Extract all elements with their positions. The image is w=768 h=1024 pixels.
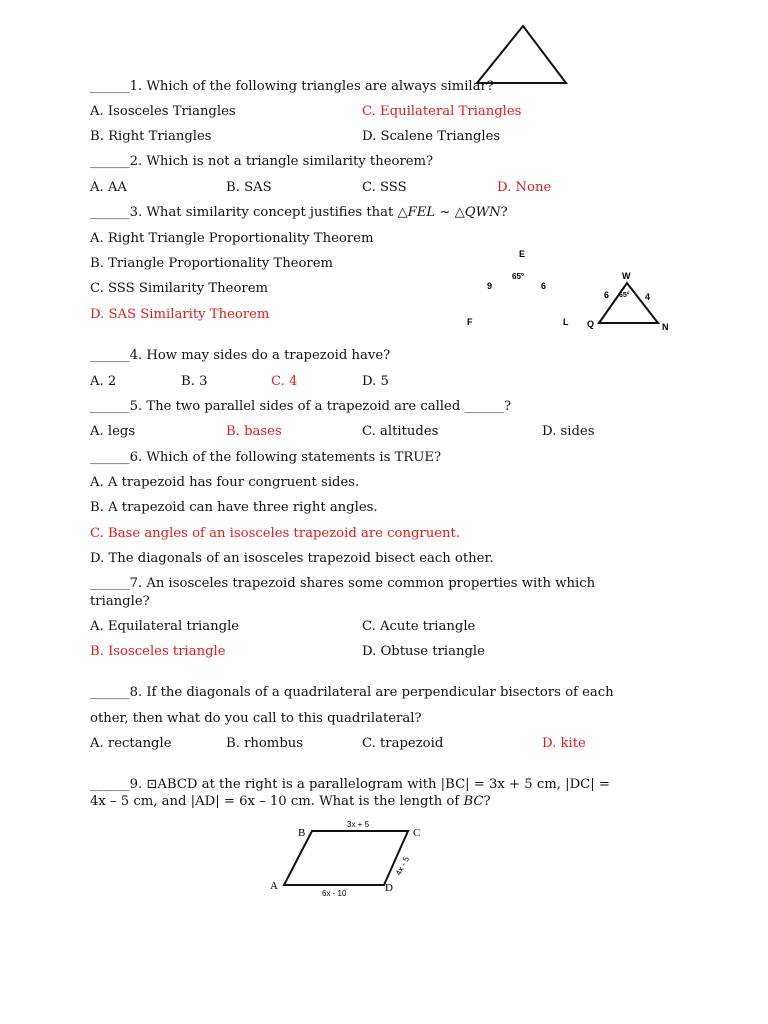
q3-stem-math: △FEL ~ △QWN (397, 205, 501, 220)
question-9-stem: ______9. ⊡ABCD at the right is a parallelogram with |BC| = 3x + 5 cm, |DC| = (90, 777, 610, 792)
q9-stem-suffix: ? (483, 794, 491, 809)
parallelogram-abcd (284, 831, 408, 885)
q9-stem-math: BC (463, 794, 484, 809)
q1-option-c-answer: C. Equilateral Triangles (362, 104, 522, 119)
vertex-b-label: B (298, 827, 306, 839)
q4-option-d: D. 5 (362, 374, 389, 389)
vertex-a-label: A (270, 880, 278, 892)
question-8-stem: ______8. If the diagonals of a quadrilateral are perpendicular bisectors of each (90, 685, 614, 700)
q7-option-b-answer: B. Isosceles triangle (90, 644, 226, 659)
vertex-l-label: L (563, 317, 569, 327)
question-7-stem: ______7. An isosceles trapezoid shares some common properties with which (90, 576, 596, 591)
q3-option-d-answer: D. SAS Similarity Theorem (90, 307, 270, 322)
q2-option-b: B. SAS (226, 180, 272, 195)
q1-option-d: D. Scalene Triangles (362, 129, 501, 144)
triangle-qwn (587, 271, 669, 332)
side-qw-length: 6 (604, 290, 610, 300)
question-7-stem-cont: triangle? (90, 594, 150, 609)
angle-w-measure: 65° (619, 292, 630, 299)
q3-stem-suffix: ? (500, 205, 508, 220)
q4-option-c-answer: C. 4 (271, 374, 298, 389)
vertex-d-label: D (385, 882, 393, 894)
q5-option-a: A. legs (90, 424, 136, 439)
vertex-f-label: F (467, 317, 473, 327)
question-3-stem (90, 205, 508, 221)
q7-option-c: C. Acute triangle (362, 619, 476, 634)
q7-option-d: D. Obtuse triangle (362, 644, 485, 659)
q5-option-c: C. altitudes (362, 424, 439, 439)
q3-option-b: B. Triangle Proportionality Theorem (90, 256, 334, 271)
q5-option-b-answer: B. bases (226, 424, 282, 439)
q6-option-c-answer: C. Base angles of an isosceles trapezoid are congruent. (90, 526, 460, 541)
question-4-stem: ______4. How may sides do a trapezoid have? (90, 348, 391, 363)
side-dc-expression: 4x - 5 (393, 855, 412, 877)
question-1-stem: ______1. Which of the following triangles are always similar? (90, 79, 494, 94)
side-el-length: 6 (541, 281, 547, 291)
q4-option-a: A. 2 (90, 374, 117, 389)
question-8-stem-cont: other, then what do you call to this quadrilateral? (90, 711, 422, 726)
q6-option-a: A. A trapezoid has four congruent sides. (90, 475, 360, 490)
vertex-q-label: Q (587, 319, 595, 329)
question-2-stem: ______2. Which is not a triangle similarity theorem? (90, 154, 434, 169)
q6-option-d: D. The diagonals of an isosceles trapezoid bisect each other. (90, 551, 494, 566)
q5-option-d: D. sides (542, 424, 595, 439)
vertex-w-label: W (622, 271, 631, 281)
q3-stem-text: ______3. What similarity concept justifies that (90, 205, 398, 220)
q2-option-d-answer: D. None (497, 180, 552, 195)
question-6-stem: ______6. Which of the following statements is TRUE? (90, 450, 442, 465)
q2-option-c: C. SSS (362, 180, 407, 195)
q9-parallelogram-figure (262, 815, 432, 905)
q1-option-a: A. Isosceles Triangles (90, 104, 236, 119)
q8-option-a: A. rectangle (90, 736, 172, 751)
angle-e-measure: 65° (512, 272, 525, 281)
side-fe-length: 9 (487, 281, 493, 291)
vertex-c-label: C (413, 827, 421, 839)
triangle-fel (467, 26, 569, 327)
side-ad-expression: 6x - 10 (322, 889, 347, 898)
q2-option-a: A. AA (90, 180, 127, 195)
q1-option-b: B. Right Triangles (90, 129, 212, 144)
q3-option-c: C. SSS Similarity Theorem (90, 281, 268, 296)
question-5-stem: ______5. The two parallel sides of a trapezoid are called ______? (90, 399, 512, 414)
vertex-e-label: E (519, 249, 526, 259)
q4-option-b: B. 3 (181, 374, 208, 389)
q9-stem-text: 4x – 5 cm, and |AD| = 6x – 10 cm. What is the length of (90, 794, 464, 809)
q8-option-c: C. trapezoid (362, 736, 444, 751)
q7-option-a: A. Equilateral triangle (90, 619, 240, 634)
side-bc-expression: 3x + 5 (347, 820, 370, 829)
q3-triangles-figure (460, 238, 680, 338)
q8-option-b: B. rhombus (226, 736, 304, 751)
q6-option-b: B. A trapezoid can have three right angles. (90, 500, 378, 515)
vertex-n-label: N (662, 322, 669, 332)
q8-option-d-answer: D. kite (542, 736, 586, 751)
q3-option-a: A. Right Triangle Proportionality Theorem (90, 231, 374, 246)
side-wn-length: 4 (645, 292, 651, 302)
question-9-stem-cont (90, 794, 491, 810)
